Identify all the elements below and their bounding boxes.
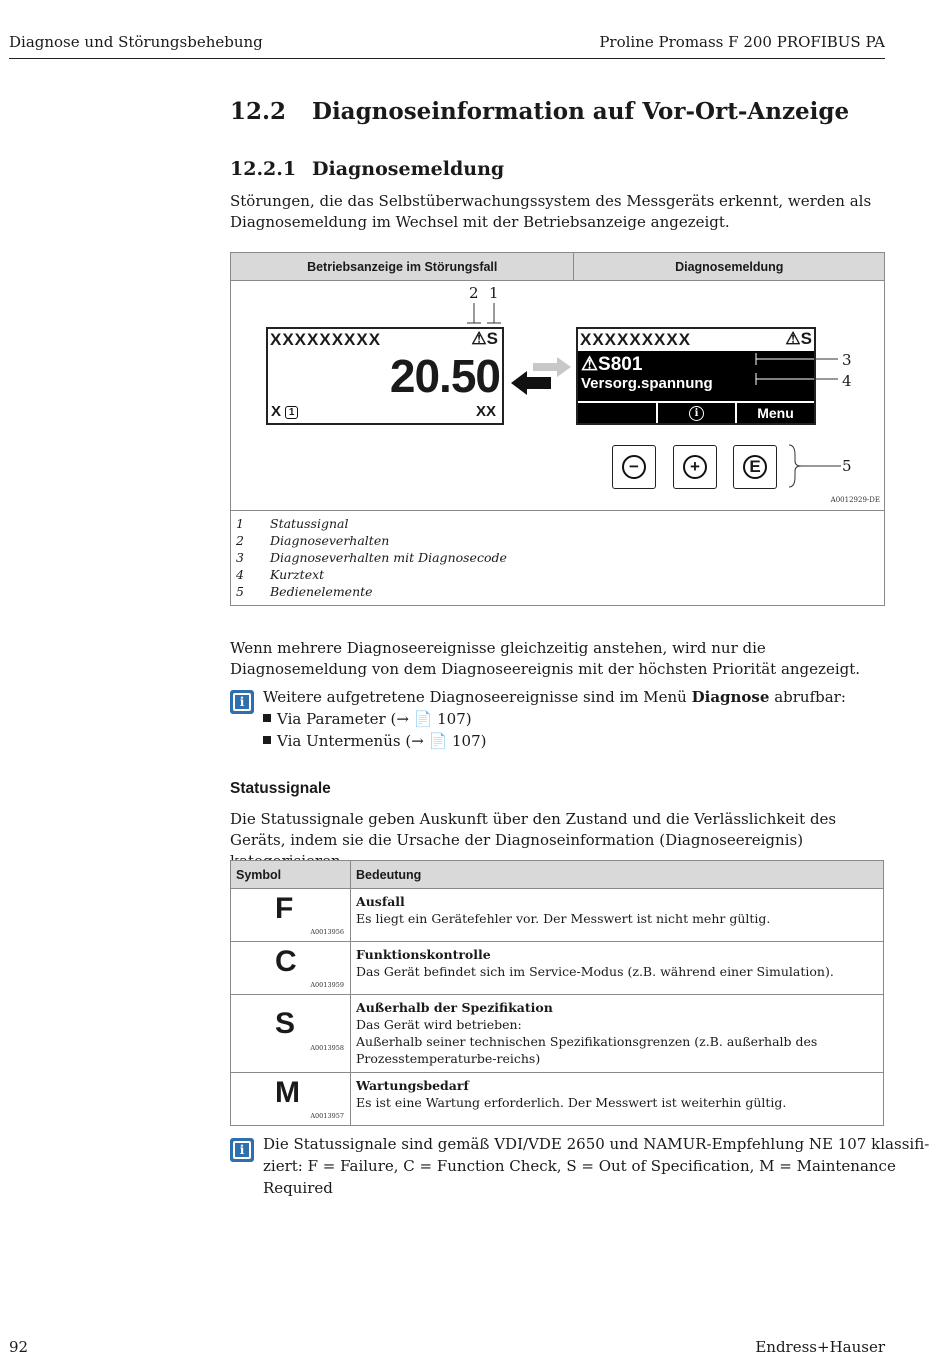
unit-placeholder: XX: [475, 403, 496, 420]
section-number: 12.2: [230, 98, 287, 125]
callout-2: 2: [469, 284, 479, 302]
softkey-empty: [578, 403, 656, 423]
status-symbol-cell: C A0013959: [231, 942, 351, 995]
info-note-icon: i: [230, 690, 254, 714]
status-meaning-cell: Wartungsbedarf Es ist eine Wartung erforderlich. Der Messwert ist weiterhin gültig.: [351, 1073, 884, 1126]
out-of-spec-symbol: S: [275, 1007, 296, 1040]
measured-value: 20.50: [389, 350, 500, 402]
footer-brand: Endress+Hauser: [755, 1338, 885, 1356]
status-intro: Die Statussignale geben Auskunft über den Zustand und die Verlässlichkeit des Geräts, indem sie die Ursache der Diagnoseinformation (Diagnoseereignis): [230, 810, 837, 849]
maintenance-symbol: M: [275, 1076, 300, 1109]
legend-item: 3 Diagnoseverhalten mit Diagnosecode: [236, 550, 507, 565]
header-left: Diagnose und Störungsbehebung: [9, 33, 263, 51]
link-parameter[interactable]: Via Parameter (→ 📄 107): [277, 710, 472, 728]
softkey-info: [658, 403, 735, 423]
device-tag: XXXXXXXXX: [580, 330, 692, 349]
header-rule: [9, 58, 885, 59]
status-symbol: ⚠S: [471, 329, 498, 348]
info-note-icon: i: [230, 1138, 254, 1162]
figure-col-operational: Betriebsanzeige im Störungsfall: [231, 253, 574, 280]
minus-key[interactable]: [612, 445, 656, 489]
figure-id: A0012929-DE: [830, 496, 880, 504]
section-heading: [230, 98, 849, 125]
priority-paragraph: Wenn mehrere Diagnoseereignisse gleichzeitig anstehen, wird nur die Diagnosemeldung von dem Diagnoseereignis mit der höchsten Priorität angezeigt.: [230, 639, 861, 678]
status-meaning-cell: Funktionskontrolle Das Gerät befindet sich im Service-Modus (z.B. während einer Simulation).: [351, 942, 884, 995]
table-row: [231, 1073, 884, 1126]
figure-drawing: [231, 281, 884, 511]
subsection-title: Diagnosemeldung: [312, 158, 505, 180]
failure-symbol: F: [275, 892, 294, 925]
status-symbol: ⚠S: [785, 329, 812, 348]
callout-leaders-right: [754, 351, 844, 391]
channel-icon: 1: [285, 406, 298, 419]
status-symbol-cell: S A0013958: [231, 995, 351, 1073]
plus-icon: +: [683, 455, 707, 479]
operational-display: [266, 327, 504, 425]
short-text: Versorg.spannung: [581, 375, 713, 392]
function-check-symbol: C: [275, 945, 297, 978]
col-symbol: Symbol: [231, 861, 351, 889]
legend-item: 5 Bedienelemente: [236, 584, 373, 599]
section-title: Diagnoseinformation auf Vor-Ort-Anzeige: [312, 98, 850, 125]
legend-item: 4 Kurztext: [236, 567, 325, 582]
legend-item: 2 Diagnoseverhalten: [236, 533, 390, 548]
table-row: [231, 889, 884, 942]
plus-key[interactable]: [673, 445, 717, 489]
figure-header: [231, 253, 884, 281]
page-number: 92: [9, 1338, 29, 1356]
info-note: Weitere aufgetretene Diagnoseereignisse sind im Menü Diagnose abrufbar: Via Parameter (→ 📄 107) Via Untermenüs (→ 📄 107): [263, 688, 846, 750]
subsection-number: 12.2.1: [230, 158, 297, 180]
legend-item: 1 Statussignal: [236, 516, 349, 531]
menu-name: Diagnose: [691, 688, 770, 706]
minus-icon: −: [622, 455, 646, 479]
header-right: Proline Promass F 200 PROFIBUS PA: [599, 33, 885, 51]
list-item: [263, 708, 846, 730]
callout-leaders-top: [465, 303, 505, 327]
softkey-bar: [578, 403, 814, 423]
table-header-row: [231, 861, 884, 889]
intro-paragraph: Störungen, die das Selbstüberwachungssystem des Messgeräts erkennt, werden als Diagnosemeldung im Wechsel mit der Betriebsanzeige angezeigt.: [230, 192, 872, 231]
display-figure: [230, 252, 885, 606]
enter-key[interactable]: [733, 445, 777, 489]
table-row: [231, 995, 884, 1073]
enter-icon: E: [743, 455, 767, 479]
diagnostic-code: ⚠S801: [581, 354, 643, 375]
info-icon: i: [689, 406, 704, 421]
variable-symbol: X 1: [271, 403, 298, 420]
softkey-menu: Menu: [737, 403, 814, 423]
figure-col-diagnostic: Diagnosemeldung: [675, 259, 784, 274]
callout-3: 3: [842, 351, 852, 369]
subsection-heading: [230, 158, 504, 180]
link-submenus[interactable]: Via Untermenüs (→ 📄 107): [277, 732, 487, 750]
device-tag: XXXXXXXXX: [270, 330, 382, 349]
callout-1: 1: [489, 284, 499, 302]
status-heading: Statussignale: [230, 780, 331, 797]
list-item: [263, 730, 846, 752]
figure-legend: [236, 515, 507, 600]
status-meaning-cell: Außerhalb der Spezifikation Das Gerät wird betrieben: Außerhalb seiner technischen Spezifikationsgrenzen (z.B. außerhalb des Prozesstemperaturbe-reichs): [351, 995, 884, 1073]
status-table: [230, 860, 884, 1126]
col-meaning: Bedeutung: [351, 861, 884, 889]
callout-4: 4: [842, 372, 852, 390]
status-meaning-cell: Ausfall Es liegt ein Gerätefehler vor. Der Messwert ist nicht mehr gültig.: [351, 889, 884, 942]
callout-brace-5: [787, 443, 843, 489]
namur-note: Die Statussignale sind gemäß VDI/VDE 2650 und NAMUR-Empfehlung NE 107 klassifi- ziert: F = Failure, C = Function Check, S = Out of Specification, M = Maintenance Required: [263, 1135, 930, 1197]
table-row: [231, 942, 884, 995]
status-symbol-cell: M A0013957: [231, 1073, 351, 1126]
status-symbol-cell: F A0013956: [231, 889, 351, 942]
callout-5: 5: [842, 457, 852, 475]
alternate-arrows-icon: [509, 357, 575, 397]
